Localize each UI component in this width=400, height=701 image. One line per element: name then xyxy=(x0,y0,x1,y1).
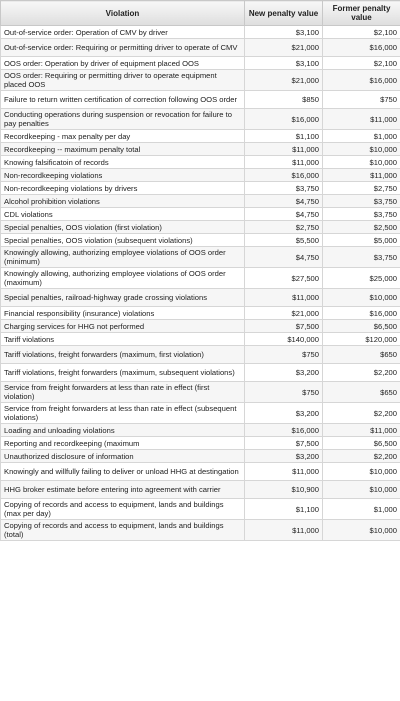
table-row xyxy=(1,481,400,499)
violation-cell: Loading and unloading violations xyxy=(1,424,245,437)
new-penalty-cell: $850 xyxy=(245,91,323,109)
new-penalty-cell: $750 xyxy=(245,346,323,364)
violation-cell: Knowingly allowing, authorizing employee violations of OOS order (maximum) xyxy=(1,268,245,289)
former-penalty-cell: $650 xyxy=(323,346,400,364)
former-penalty-cell: $120,000 xyxy=(323,333,400,346)
new-penalty-cell: $7,500 xyxy=(245,437,323,450)
new-penalty-cell: $3,200 xyxy=(245,450,323,463)
violation-cell: Recordkeeping -- maximum penalty total xyxy=(1,143,245,156)
former-penalty-cell: $2,200 xyxy=(323,450,400,463)
new-penalty-cell: $27,500 xyxy=(245,268,323,289)
new-penalty-cell: $10,900 xyxy=(245,481,323,499)
table-row xyxy=(1,268,400,289)
former-penalty-cell: $650 xyxy=(323,382,400,403)
violation-cell: Non-recordkeeping violations xyxy=(1,169,245,182)
violation-cell: Unauthorized disclosure of information xyxy=(1,450,245,463)
new-penalty-cell: $3,100 xyxy=(245,26,323,39)
table-row xyxy=(1,130,400,143)
table-row xyxy=(1,307,400,320)
new-penalty-cell: $11,000 xyxy=(245,289,323,307)
violation-cell: CDL violations xyxy=(1,208,245,221)
former-penalty-cell: $1,000 xyxy=(323,130,400,143)
new-penalty-cell: $3,100 xyxy=(245,57,323,70)
header-former-penalty-value: Former penalty value xyxy=(323,1,400,26)
violation-cell: Conducting operations during suspension or revocation for failure to pay penalties xyxy=(1,109,245,130)
new-penalty-cell: $16,000 xyxy=(245,169,323,182)
former-penalty-cell: $10,000 xyxy=(323,289,400,307)
table-row xyxy=(1,346,400,364)
header-new-penalty-value: New penalty value xyxy=(245,1,323,26)
table-row xyxy=(1,333,400,346)
new-penalty-cell: $2,750 xyxy=(245,221,323,234)
former-penalty-cell: $3,750 xyxy=(323,195,400,208)
former-penalty-cell: $2,200 xyxy=(323,403,400,424)
violation-cell: Tariff violations, freight forwarders (maximum, first violation) xyxy=(1,346,245,364)
header-violation: Violation xyxy=(1,1,245,26)
former-penalty-cell: $2,200 xyxy=(323,364,400,382)
former-penalty-cell: $10,000 xyxy=(323,481,400,499)
violation-cell: Charging services for HHG not performed xyxy=(1,320,245,333)
former-penalty-cell: $16,000 xyxy=(323,307,400,320)
former-penalty-cell: $2,500 xyxy=(323,221,400,234)
table-row xyxy=(1,463,400,481)
violation-cell: Copying of records and access to equipment, lands and buildings (total) xyxy=(1,520,245,541)
table-row xyxy=(1,39,400,57)
new-penalty-cell: $140,000 xyxy=(245,333,323,346)
table-row xyxy=(1,57,400,70)
former-penalty-cell: $2,100 xyxy=(323,57,400,70)
former-penalty-cell: $10,000 xyxy=(323,156,400,169)
violation-cell: Out-of-service order: Requiring or permitting driver to operate of CMV xyxy=(1,39,245,57)
table-row xyxy=(1,437,400,450)
violation-cell: Non-recordkeeping violations by drivers xyxy=(1,182,245,195)
former-penalty-cell: $11,000 xyxy=(323,109,400,130)
former-penalty-cell: $6,500 xyxy=(323,437,400,450)
violation-cell: Special penalties, OOS violation (first violation) xyxy=(1,221,245,234)
header-row xyxy=(1,1,400,26)
former-penalty-cell: $11,000 xyxy=(323,169,400,182)
former-penalty-cell: $3,750 xyxy=(323,208,400,221)
violation-cell: Service from freight forwarders at less than rate in effect (subsequent violations) xyxy=(1,403,245,424)
table-row xyxy=(1,424,400,437)
former-penalty-cell: $16,000 xyxy=(323,70,400,91)
new-penalty-cell: $21,000 xyxy=(245,70,323,91)
table-row xyxy=(1,208,400,221)
violation-cell: Knowingly allowing, authorizing employee violations of OOS order (minimum) xyxy=(1,247,245,268)
violation-cell: HHG broker estimate before entering into agreement with carrier xyxy=(1,481,245,499)
former-penalty-cell: $10,000 xyxy=(323,463,400,481)
table-row xyxy=(1,247,400,268)
table-row xyxy=(1,450,400,463)
table-row xyxy=(1,289,400,307)
table-row xyxy=(1,143,400,156)
new-penalty-cell: $5,500 xyxy=(245,234,323,247)
table-row xyxy=(1,382,400,403)
table-row xyxy=(1,26,400,39)
new-penalty-cell: $16,000 xyxy=(245,424,323,437)
violation-cell: Tariff violations xyxy=(1,333,245,346)
former-penalty-cell: $1,000 xyxy=(323,499,400,520)
new-penalty-cell: $750 xyxy=(245,382,323,403)
table-row xyxy=(1,109,400,130)
new-penalty-cell: $1,100 xyxy=(245,130,323,143)
table-row xyxy=(1,320,400,333)
former-penalty-cell: $10,000 xyxy=(323,143,400,156)
table-row xyxy=(1,91,400,109)
violation-cell: Tariff violations, freight forwarders (maximum, subsequent violations) xyxy=(1,364,245,382)
former-penalty-cell: $10,000 xyxy=(323,520,400,541)
former-penalty-cell: $750 xyxy=(323,91,400,109)
table-header xyxy=(1,1,400,26)
new-penalty-cell: $21,000 xyxy=(245,39,323,57)
new-penalty-cell: $3,750 xyxy=(245,182,323,195)
former-penalty-cell: $2,100 xyxy=(323,26,400,39)
former-penalty-cell: $3,750 xyxy=(323,247,400,268)
violation-cell: Knowing falsificatoin of records xyxy=(1,156,245,169)
table-row xyxy=(1,195,400,208)
new-penalty-cell: $11,000 xyxy=(245,463,323,481)
violation-cell: Alcohol prohibition violations xyxy=(1,195,245,208)
table-row xyxy=(1,234,400,247)
violation-cell: OOS order: Operation by driver of equipment placed OOS xyxy=(1,57,245,70)
violation-cell: Special penalties, railroad-highway grade crossing violations xyxy=(1,289,245,307)
new-penalty-cell: $11,000 xyxy=(245,143,323,156)
table-row xyxy=(1,169,400,182)
table-row xyxy=(1,364,400,382)
new-penalty-cell: $4,750 xyxy=(245,208,323,221)
violation-cell: Copying of records and access to equipment, lands and buildings (max per day) xyxy=(1,499,245,520)
former-penalty-cell: $16,000 xyxy=(323,39,400,57)
violation-cell: Service from freight forwarders at less than rate in effect (first violation) xyxy=(1,382,245,403)
former-penalty-cell: $25,000 xyxy=(323,268,400,289)
violation-cell: Failure to return written certification of correction following OOS order xyxy=(1,91,245,109)
violation-cell: OOS order: Requiring or permitting driver to operate equipment placed OOS xyxy=(1,70,245,91)
new-penalty-cell: $3,200 xyxy=(245,364,323,382)
violation-cell: Out-of-service order: Operation of CMV by driver xyxy=(1,26,245,39)
table-row xyxy=(1,520,400,541)
table-row xyxy=(1,182,400,195)
new-penalty-cell: $16,000 xyxy=(245,109,323,130)
new-penalty-cell: $3,200 xyxy=(245,403,323,424)
violation-cell: Knowingly and willfully failing to deliver or unload HHG at destingation xyxy=(1,463,245,481)
new-penalty-cell: $7,500 xyxy=(245,320,323,333)
new-penalty-cell: $4,750 xyxy=(245,195,323,208)
new-penalty-cell: $1,100 xyxy=(245,499,323,520)
table-row xyxy=(1,499,400,520)
new-penalty-cell: $21,000 xyxy=(245,307,323,320)
violation-cell: Reporting and recordkeeping (maximum xyxy=(1,437,245,450)
former-penalty-cell: $5,000 xyxy=(323,234,400,247)
table-row xyxy=(1,156,400,169)
table-body xyxy=(1,26,400,541)
new-penalty-cell: $11,000 xyxy=(245,520,323,541)
violation-cell: Special penalties, OOS violation (subsequent violations) xyxy=(1,234,245,247)
violation-cell: Recordkeeping - max penalty per day xyxy=(1,130,245,143)
violation-cell: Financial responsibility (insurance) violations xyxy=(1,307,245,320)
former-penalty-cell: $6,500 xyxy=(323,320,400,333)
former-penalty-cell: $2,750 xyxy=(323,182,400,195)
table-row xyxy=(1,221,400,234)
table-row xyxy=(1,70,400,91)
new-penalty-cell: $11,000 xyxy=(245,156,323,169)
former-penalty-cell: $11,000 xyxy=(323,424,400,437)
new-penalty-cell: $4,750 xyxy=(245,247,323,268)
table-row xyxy=(1,403,400,424)
